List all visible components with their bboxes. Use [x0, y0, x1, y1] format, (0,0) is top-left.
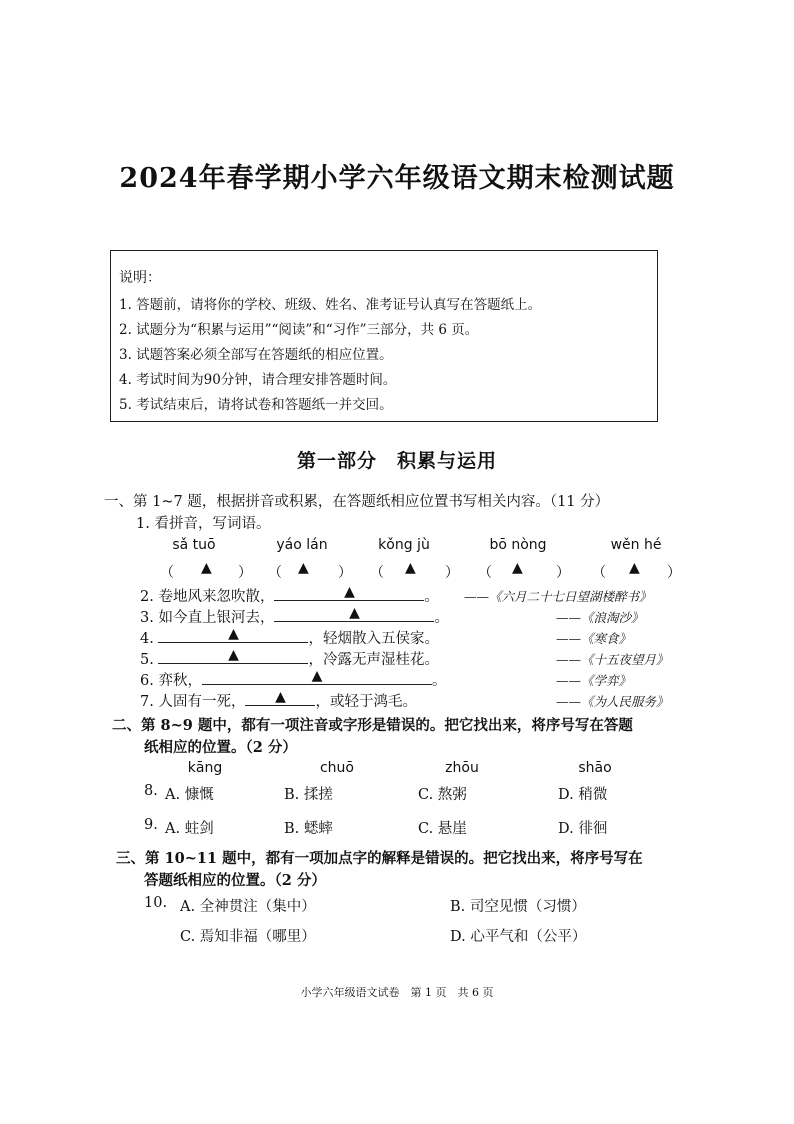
- question-line: [140, 690, 417, 711]
- option: C. 悬崖: [418, 821, 467, 837]
- option: D. 稍微: [558, 787, 608, 803]
- question-line: [140, 648, 439, 669]
- question-line: [140, 606, 449, 627]
- part3-heading: 三、第 10~11 题中，都有一项加点字的解释是错误的。把它找出来，将序号写在: [116, 850, 643, 867]
- poem-text: 。: [431, 673, 447, 689]
- instructions-box: [110, 250, 658, 422]
- triangle-marker-icon: ▲: [311, 668, 323, 684]
- question-number: 6.: [140, 673, 154, 689]
- question-number: 7.: [140, 694, 154, 710]
- answer-blank[interactable]: [158, 626, 308, 643]
- poem-text: ，冷露无声湿桂花。: [308, 652, 439, 668]
- paren-close: ）: [445, 565, 459, 581]
- pinyin-b: chuō: [319, 760, 354, 776]
- option: D. 心平气和（公平）: [450, 929, 587, 945]
- question-9: [144, 817, 158, 833]
- question-line: [140, 669, 446, 690]
- poem-text: 弈秋，: [158, 673, 202, 689]
- poem-source: ——《为人民服务》: [556, 694, 669, 709]
- instruction-line: 4. 考试时间为90分钟，请合理安排答题时间。: [119, 372, 397, 388]
- question-line: [140, 627, 439, 648]
- poem-text: ，轻烟散入五侯家。: [308, 631, 439, 647]
- poem-text: ，或轻于鸿毛。: [315, 694, 417, 710]
- option: B. 蟋蟀: [284, 821, 333, 837]
- question-number: 10.: [144, 895, 168, 911]
- paren-close: ）: [556, 565, 570, 581]
- triangle-marker-icon: ▲: [228, 626, 239, 642]
- poem-source: ——《十五夜望月》: [556, 652, 669, 667]
- instruction-line: 2. 试题分为“积累与运用”“阅读”和“习作”三部分，共 6 页。: [119, 322, 479, 338]
- answer-blank[interactable]: [274, 605, 434, 622]
- paren-close: ）: [667, 565, 681, 581]
- instructions-header: 说明：: [119, 270, 161, 286]
- triangle-marker-icon: ▲: [629, 560, 640, 576]
- poem-source: ——《寒食》: [556, 631, 632, 646]
- section-title: 第一部分 积累与运用: [296, 450, 497, 472]
- part2-heading: 二、第 8~9 题中，都有一项注音或字形是错误的。把它找出来，将序号写在答题: [112, 717, 633, 734]
- poem-source: ——《浪淘沙》: [556, 610, 644, 625]
- pinyin-3: kǒng jù: [378, 537, 430, 553]
- option: D. 徘徊: [558, 821, 608, 837]
- poem-text: 人固有一死，: [158, 694, 246, 710]
- triangle-marker-icon: ▲: [349, 605, 360, 621]
- pinyin-4: bō nòng: [489, 537, 547, 553]
- pinyin-d: shāo: [578, 760, 612, 776]
- paren-close: ）: [338, 565, 352, 581]
- poem-text: 如今直上银河去，: [158, 610, 275, 626]
- pinyin-5: wěn hé: [610, 537, 662, 553]
- poem-source: ——《学弈》: [556, 673, 632, 688]
- pinyin-a: kāng: [187, 760, 223, 776]
- option: B. 司空见惯（习惯）: [450, 899, 586, 915]
- option: C. 熬粥: [418, 787, 467, 803]
- question-number: 2.: [140, 589, 154, 605]
- paren-open: （: [592, 565, 606, 581]
- poem-text: 。: [434, 610, 449, 626]
- triangle-marker-icon: ▲: [405, 560, 416, 576]
- option: A. 蛀剑: [165, 821, 214, 837]
- question-8: [144, 783, 158, 799]
- part3-heading: 答题纸相应的位置。（2 分）: [144, 872, 326, 889]
- question-line: [140, 585, 439, 606]
- question-1-prompt: 1. 看拼音，写词语。: [136, 516, 271, 532]
- paren-close: ）: [238, 565, 252, 581]
- pinyin-1: sǎ tuō: [172, 537, 216, 553]
- question-number: 8.: [144, 783, 158, 799]
- option: A. 慷慨: [165, 787, 214, 803]
- part2-heading: 纸相应的位置。（2 分）: [144, 739, 297, 756]
- answer-blank[interactable]: [202, 668, 432, 685]
- option: C. 焉知非福（哪里）: [180, 929, 316, 945]
- paren-open: （: [160, 565, 174, 581]
- instruction-line: 3. 试题答案必须全部写在答题纸的相应位置。: [119, 347, 393, 363]
- triangle-marker-icon: ▲: [201, 560, 212, 576]
- pinyin-2: yáo lán: [276, 537, 328, 553]
- option: A. 全神贯注（集中）: [180, 899, 316, 915]
- instruction-line: 5. 考试结束后，请将试卷和答题纸一并交回。: [119, 397, 393, 413]
- poem-source: ——《六月二十七日望湖楼醉书》: [464, 589, 652, 604]
- question-number: 9.: [144, 817, 158, 833]
- page-title: 2024年春学期小学六年级语文期末检测试题: [119, 163, 675, 194]
- part1-heading: 一、第 1~7 题，根据拼音或积累，在答题纸相应位置书写相关内容。（11 分）: [104, 494, 610, 510]
- paren-open: （: [370, 565, 384, 581]
- triangle-marker-icon: ▲: [298, 560, 309, 576]
- option: B. 揉搓: [284, 787, 333, 803]
- triangle-marker-icon: ▲: [512, 560, 523, 576]
- poem-text: 。: [424, 589, 439, 605]
- answer-blank[interactable]: [245, 689, 315, 706]
- page-footer: 小学六年级语文试卷 第 1 页 共 6 页: [300, 986, 494, 999]
- triangle-marker-icon: ▲: [344, 584, 355, 600]
- poem-text: 卷地风来忽吹散，: [158, 589, 275, 605]
- triangle-marker-icon: ▲: [228, 647, 239, 663]
- paren-open: （: [268, 565, 282, 581]
- question-number: 5.: [140, 652, 154, 668]
- answer-blank[interactable]: [158, 647, 308, 664]
- question-number: 3.: [140, 610, 154, 626]
- pinyin-c: zhōu: [445, 760, 479, 776]
- instruction-line: 1. 答题前，请将你的学校、班级、姓名、准考证号认真写在答题纸上。: [119, 297, 542, 313]
- answer-blank[interactable]: [274, 584, 424, 601]
- paren-open: （: [478, 565, 492, 581]
- question-number: 4.: [140, 631, 154, 647]
- triangle-marker-icon: ▲: [275, 689, 286, 705]
